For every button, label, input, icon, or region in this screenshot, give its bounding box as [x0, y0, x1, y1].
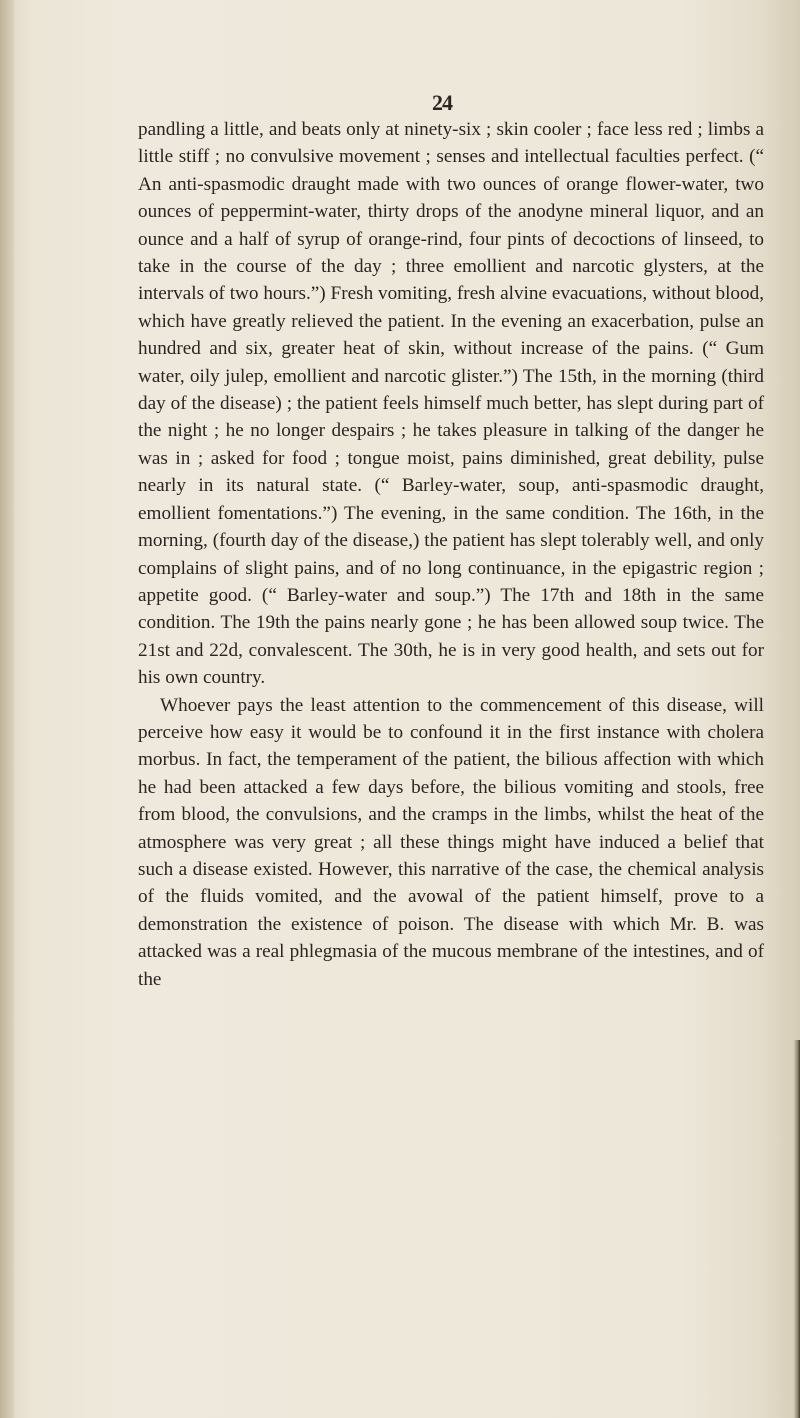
page-binding-shadow — [0, 0, 14, 1418]
body-text — [138, 116, 764, 993]
page-number: 24 — [432, 90, 452, 115]
paragraph-commentary: Whoever pays the least attention to the commencement of this disease, will perceive how easy it would be to confound it in the first instance with cholera morbus. In fact, the temperament of the patient, the bilious affection with which he had been attacked a few days before, the bilious vomiting and stools, free from blood, the convulsions, and the cramps in the limbs, whilst the heat of the atmosphere was very great ; all these things might have induced a belief that such a disease existed. However, this narrative of the case, the chemical analysis of the fluids vomited, and the avowal of the patient himself, prove to a demonstration the existence of poison. The disease with which Mr. B. was attacked was a real phlegmasia of the mucous membrane of the intestines, and of the — [138, 694, 764, 990]
page-edge-shadow — [794, 1040, 800, 1418]
paragraph-case-narrative: pandling a little, and beats only at ninety-six ; skin cooler ; face less red ; limbs a little stiff ; no convulsive movement ; senses and intellectual faculties perfect. (“ An anti-spasmodic draught made with two ounces of orange flower-water, two ounces of peppermint-water, thirty drops of the anodyne mineral liquor, and an ounce and a half of syrup of orange-rind, four pints of decoctions of linseed, to take in the course of the day ; three emollient and narcotic glysters, at the intervals of two hours.”) Fresh vomiting, fresh alvine evacuations, without blood, which have greatly relieved the patient. In the evening an exacerbation, pulse an hundred and six, greater heat of skin, without increase of the pains. (“ Gum water, oily julep, emollient and narcotic glister.”) The 15th, in the morning (third day of the disease) ; the patient feels himself much better, has slept during part of the night ; he no longer despairs ; he takes pleasure in talking of the danger he was in ; asked for food ; tongue moist, pains diminished, great debility, pulse nearly in its natural state. (“ Barley-water, soup, anti-spasmodic draught, emollient fomentations.”) The evening, in the same condition. The 16th, in the morning, (fourth day of the disease,) the patient has slept tolerably well, and only complains of slight pains, and of no long continuance, in the epigastric region ; appetite good. (“ Barley-water and soup.”) The 17th and 18th in the same condition. The 19th the pains nearly gone ; he has been allowed soup twice. The 21st and 22d, convalescent. The 30th, he is in very good health, and sets out for his own country. — [138, 119, 764, 689]
